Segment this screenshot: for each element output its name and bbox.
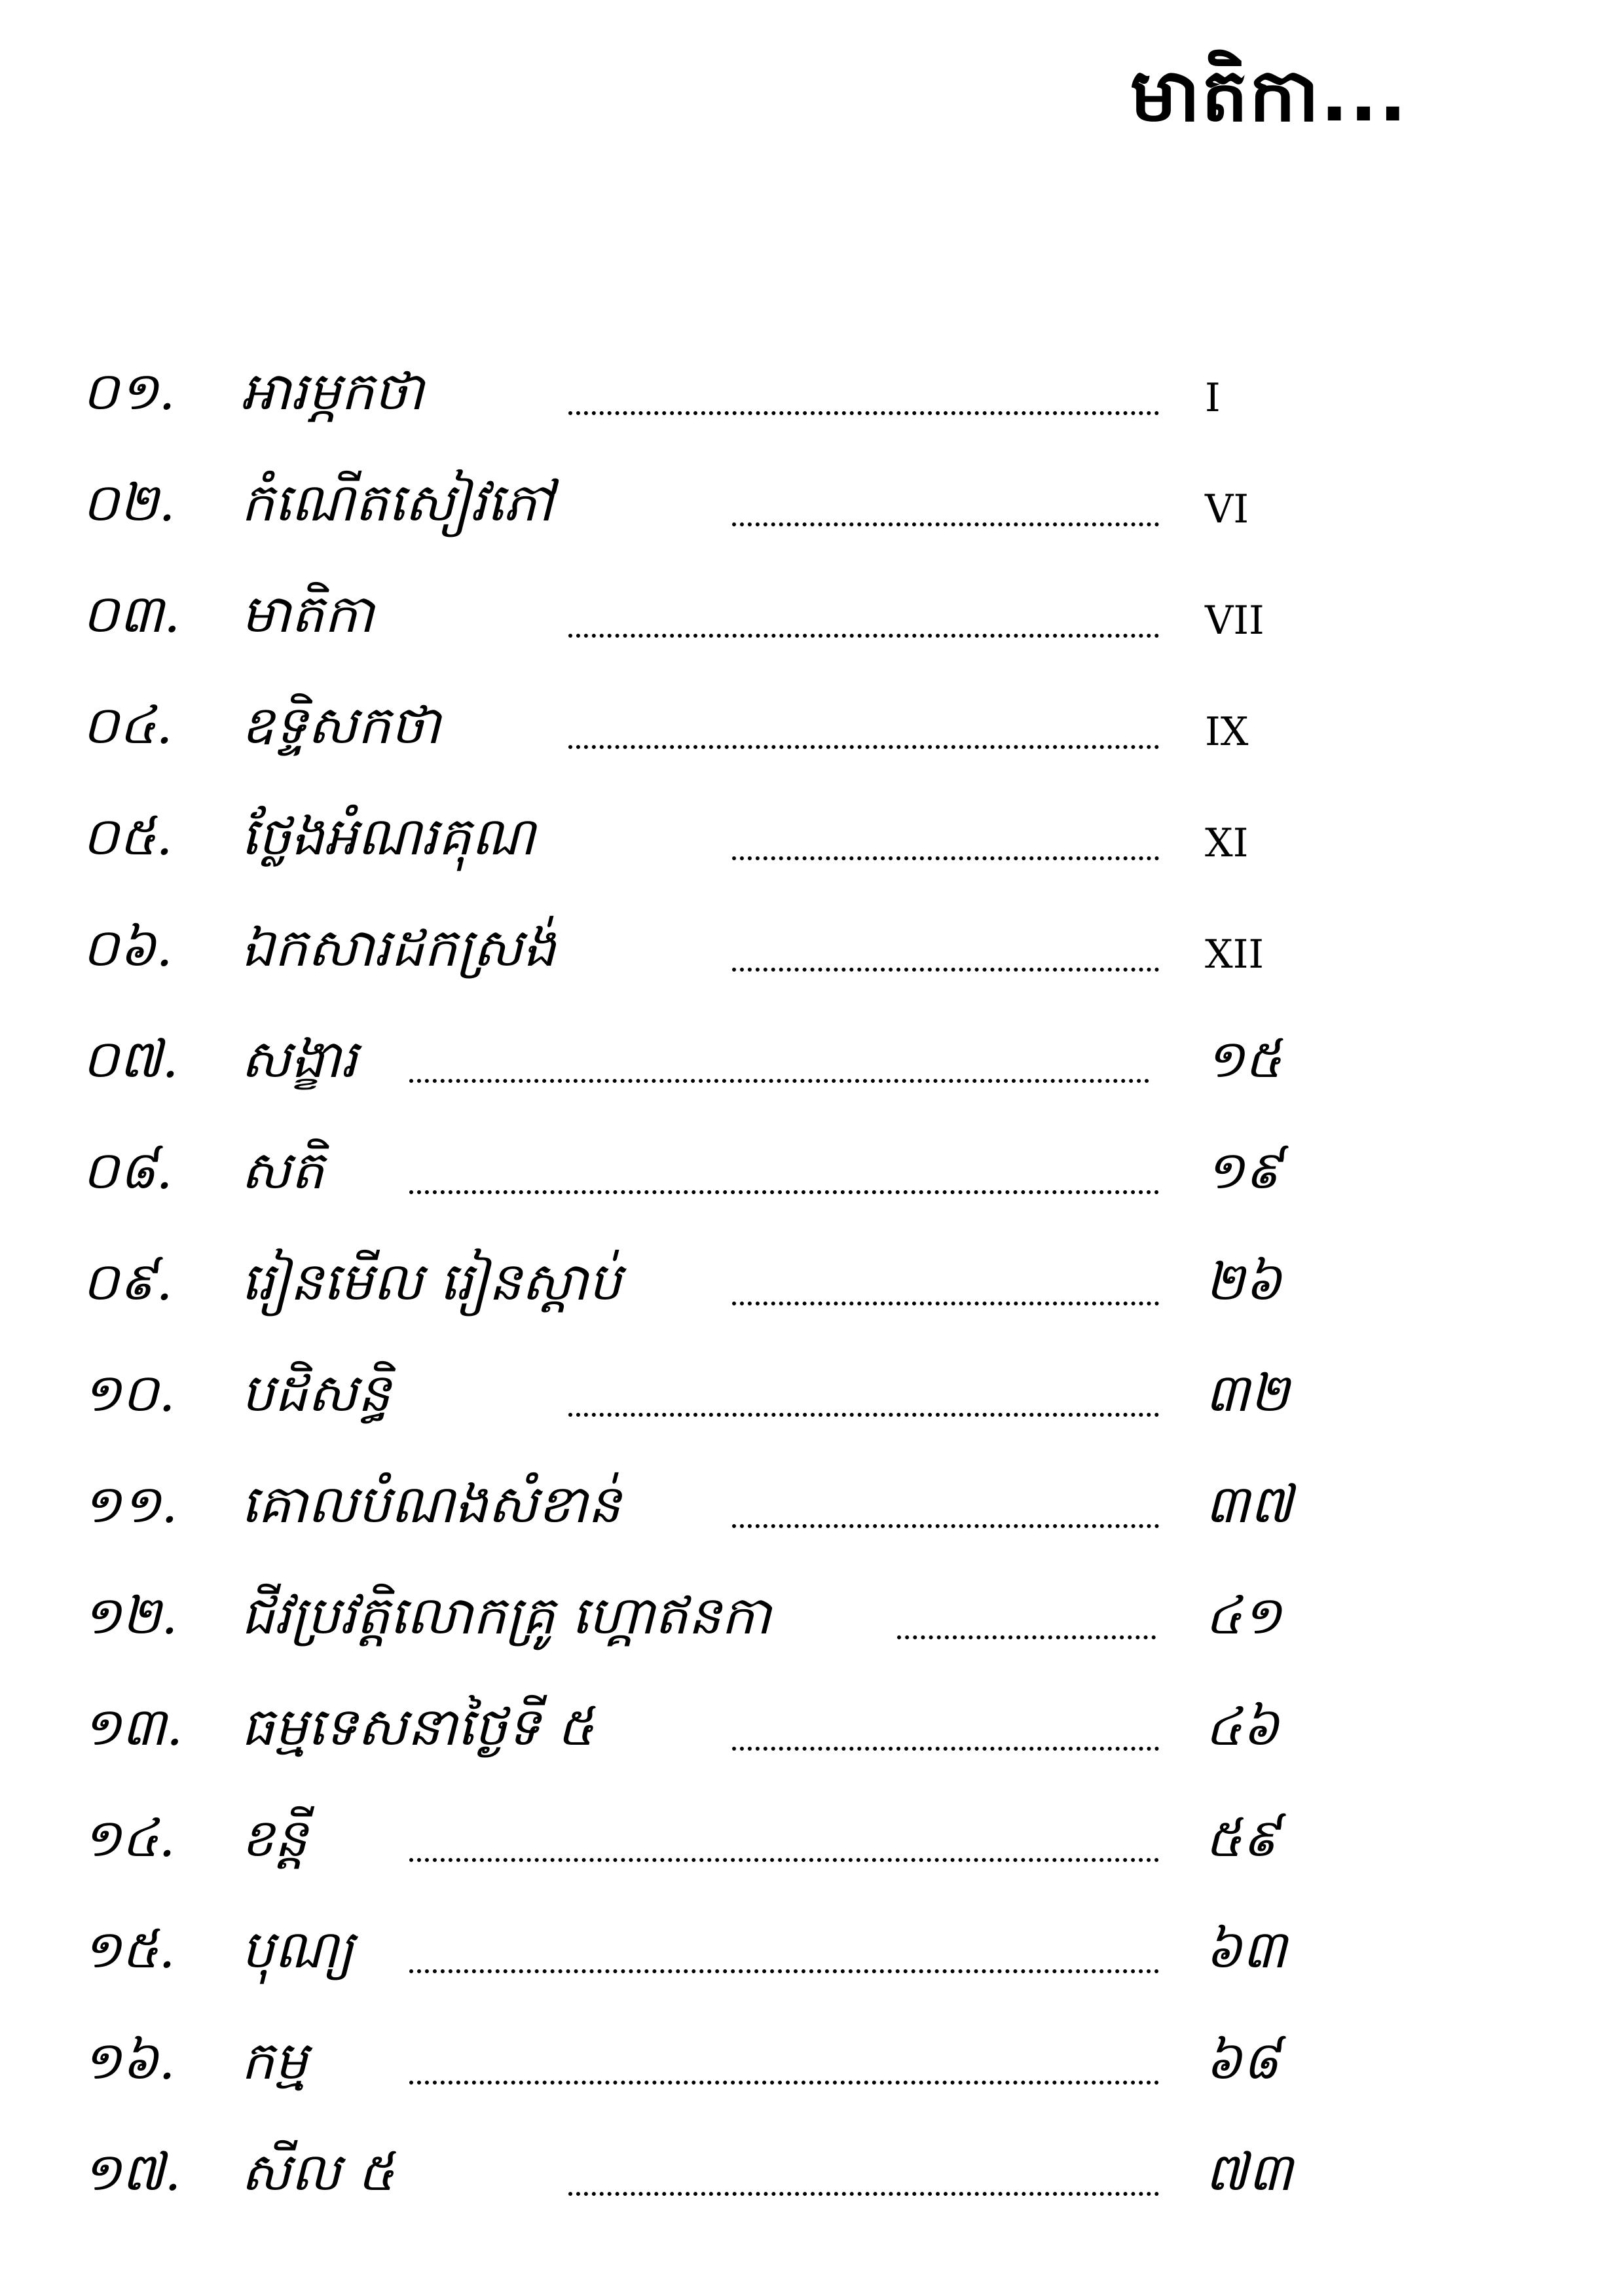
entry-title: ឧទ្ទិសកថា xyxy=(241,695,441,756)
entry-title: ធម្មទេសនាថ្ងៃទី ៥ xyxy=(241,1696,595,1757)
dot-leader xyxy=(409,1857,1159,1862)
toc-entry-04 xyxy=(0,666,1624,778)
table-of-contents xyxy=(0,333,1624,2225)
entry-page: ១៩ xyxy=(1205,1140,1282,1201)
toc-entry-05 xyxy=(0,778,1624,889)
entry-number: ០៤. xyxy=(82,695,173,756)
entry-number: ០៣. xyxy=(82,583,181,644)
toc-entry-15 xyxy=(0,1891,1624,2002)
entry-title: បដិសន្ធិ xyxy=(241,1362,391,1423)
entry-page: I xyxy=(1205,375,1221,421)
entry-page: ៥៩ xyxy=(1205,1808,1280,1868)
entry-page: ២៦ xyxy=(1205,1251,1282,1312)
entry-page: ៣៧ xyxy=(1205,1474,1293,1535)
entry-number: ១៦. xyxy=(82,2030,175,2091)
dot-leader xyxy=(568,1412,1159,1417)
entry-page: ៦៣ xyxy=(1205,1919,1287,1980)
dot-leader xyxy=(732,521,1159,526)
entry-page: IX xyxy=(1205,709,1249,755)
dot-leader xyxy=(897,1634,1156,1639)
toc-entry-16 xyxy=(0,2002,1624,2113)
entry-title: ឯកសារដកស្រង់ xyxy=(241,917,556,978)
toc-entry-08 xyxy=(0,1112,1624,1223)
toc-entry-06 xyxy=(0,889,1624,1000)
entry-number: ០២. xyxy=(82,472,175,533)
entry-title: អារម្ភកថា xyxy=(241,361,424,422)
entry-title: រៀនមើល រៀនស្ដាប់ xyxy=(241,1251,621,1312)
dot-leader xyxy=(732,855,1159,860)
entry-number: ១១. xyxy=(82,1474,178,1535)
entry-title: កំណើតសៀវភៅ xyxy=(241,472,553,533)
entry-number: ០៥. xyxy=(82,806,173,867)
entry-title: សតិ xyxy=(241,1140,324,1201)
entry-number: ០៧. xyxy=(82,1029,179,1089)
dot-leader xyxy=(568,410,1159,415)
dot-leader xyxy=(732,1300,1159,1305)
entry-number: ១៣. xyxy=(82,1696,183,1757)
dot-leader xyxy=(409,1078,1149,1083)
entry-page: ១៥ xyxy=(1205,1029,1282,1089)
entry-number: ០៨. xyxy=(82,1140,173,1201)
page-title: មាតិកា... xyxy=(1130,53,1408,138)
entry-number: ១២. xyxy=(82,1585,178,1646)
toc-entry-03 xyxy=(0,555,1624,666)
toc-entry-13 xyxy=(0,1668,1624,1779)
entry-title: មាតិកា xyxy=(241,583,375,644)
dot-leader xyxy=(409,2079,1159,2085)
entry-title: ជីវប្រវត្តិលោកគ្រូ ហ្គោឥនកា xyxy=(241,1585,771,1646)
toc-entry-02 xyxy=(0,444,1624,555)
entry-page: ៣២ xyxy=(1205,1362,1289,1423)
entry-page: ៤១ xyxy=(1205,1585,1282,1646)
toc-entry-10 xyxy=(0,1334,1624,1446)
dot-leader xyxy=(732,1745,1159,1751)
entry-title: ថ្លែងអំណរគុណ xyxy=(241,806,536,867)
toc-entry-11 xyxy=(0,1446,1624,1557)
toc-entry-07 xyxy=(0,1000,1624,1112)
entry-number: ១៥. xyxy=(82,1919,175,1980)
dot-leader xyxy=(409,1968,1159,1973)
toc-entry-12 xyxy=(0,1557,1624,1668)
entry-title: កម្ម xyxy=(241,2030,308,2091)
entry-page: VII xyxy=(1205,598,1264,644)
entry-number: ១៤. xyxy=(82,1808,175,1868)
entry-title: ខន្តី xyxy=(241,1808,308,1868)
entry-number: ០១. xyxy=(82,361,175,422)
entry-number: ១៧. xyxy=(82,2141,181,2202)
entry-page: VI xyxy=(1205,486,1249,532)
entry-number: ០៦. xyxy=(82,917,173,978)
dot-leader xyxy=(568,632,1159,638)
dot-leader xyxy=(732,1523,1159,1528)
entry-page: XII xyxy=(1205,932,1264,977)
entry-title: គោលបំណងសំខាន់ xyxy=(241,1474,621,1535)
toc-entry-14 xyxy=(0,1779,1624,1891)
entry-page: ៤៦ xyxy=(1205,1696,1280,1757)
dot-leader xyxy=(732,966,1159,972)
entry-number: ០៩. xyxy=(82,1251,173,1312)
toc-entry-09 xyxy=(0,1223,1624,1334)
entry-page: ៧៣ xyxy=(1205,2141,1293,2202)
entry-page: ៦៨ xyxy=(1205,2030,1280,2091)
entry-page: XI xyxy=(1205,820,1249,866)
entry-title: បុណ្យ xyxy=(241,1919,354,1980)
dot-leader xyxy=(568,744,1159,749)
toc-entry-17 xyxy=(0,2113,1624,2225)
entry-title: សង្ខារ xyxy=(241,1029,358,1089)
dot-leader xyxy=(568,2191,1159,2196)
entry-title: សីល ៥ xyxy=(241,2141,395,2202)
entry-number: ១០. xyxy=(82,1362,175,1423)
dot-leader xyxy=(409,1189,1159,1194)
toc-entry-01 xyxy=(0,333,1624,444)
